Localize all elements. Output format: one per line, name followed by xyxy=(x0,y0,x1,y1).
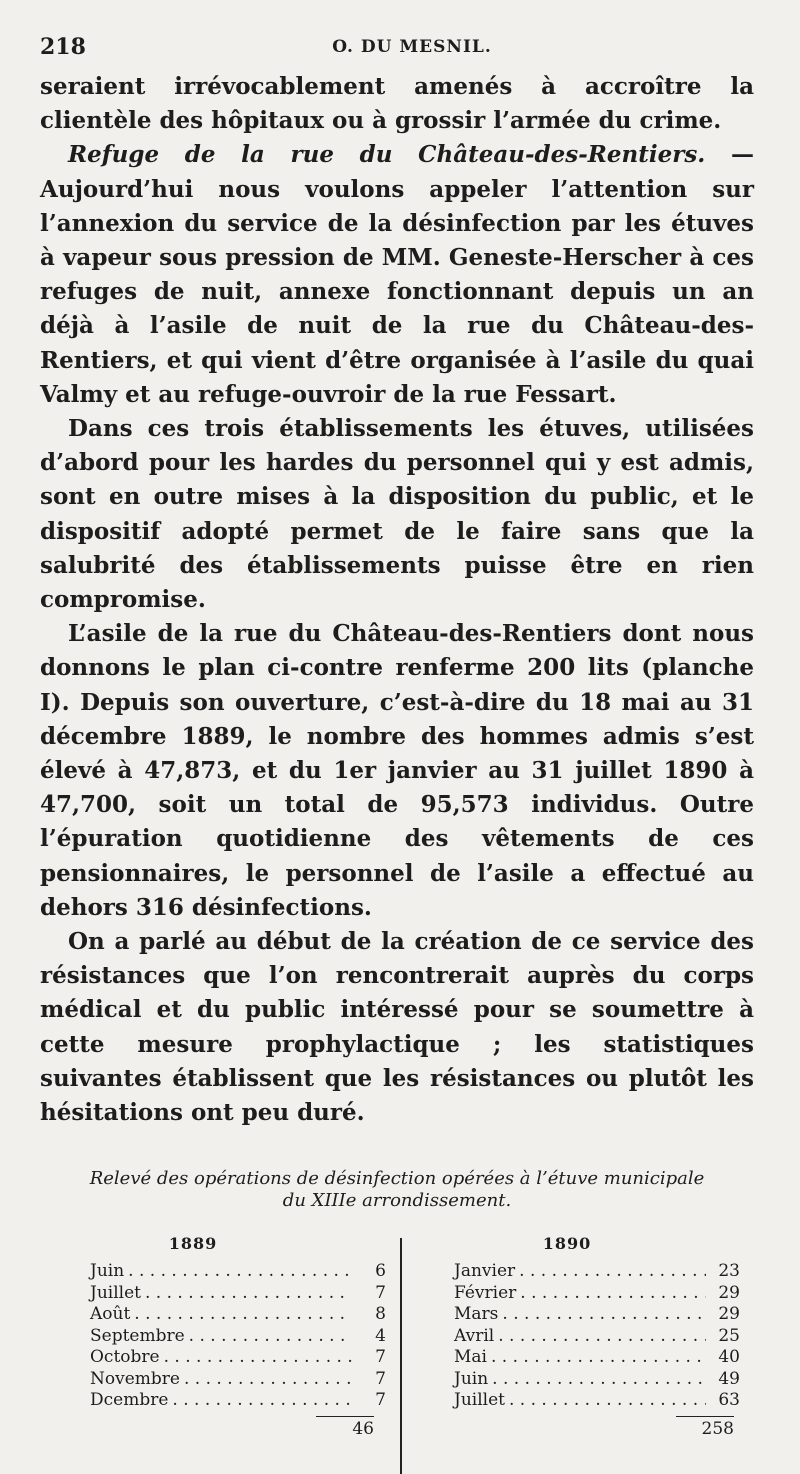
month-label: Juin xyxy=(90,1261,125,1282)
table-row xyxy=(454,1369,740,1391)
month-label: Dcembre xyxy=(90,1390,169,1411)
month-label: Octobre xyxy=(90,1347,160,1368)
leader-dots xyxy=(184,1369,352,1391)
month-label: Mars xyxy=(454,1304,499,1325)
leader-dots xyxy=(145,1283,352,1305)
table-row xyxy=(90,1283,386,1305)
month-label: Février xyxy=(454,1282,517,1303)
total-value: 258 xyxy=(701,1419,734,1440)
leader-dots xyxy=(498,1326,706,1348)
table-row xyxy=(454,1261,740,1283)
table-row xyxy=(454,1283,740,1305)
leader-dots xyxy=(491,1347,706,1369)
table-row xyxy=(90,1304,386,1326)
month-label: Avril xyxy=(454,1325,495,1346)
table-caption-line-2: du XIIIe arrondissement. xyxy=(282,1190,512,1212)
paragraph-1 xyxy=(40,70,754,138)
table-column-1890 xyxy=(454,1234,740,1441)
table-caption xyxy=(40,1168,754,1212)
leader-dots xyxy=(519,1261,706,1283)
page-header xyxy=(40,34,754,64)
month-label: Janvier xyxy=(454,1261,516,1282)
count-value: 49 xyxy=(718,1368,740,1389)
count-value: 7 xyxy=(375,1368,386,1389)
paragraph-5-text: On a parlé au début de la création de ce service des résistances que l’on rencontrerait auprès du corps médical et du public intéressé pour se soumettre à cette mesure prophylactique ; les statistiques suivantes établissent que les résistances ou plutôt les hésitations ont peu duré. xyxy=(40,928,754,1127)
table-row xyxy=(454,1304,740,1326)
paragraph-4 xyxy=(40,617,754,925)
count-value: 29 xyxy=(718,1304,740,1325)
paragraph-3 xyxy=(40,412,754,617)
month-rows xyxy=(90,1261,386,1412)
table-row xyxy=(90,1369,386,1391)
month-label: Mai xyxy=(454,1347,487,1368)
month-rows xyxy=(454,1261,740,1412)
month-label: Août xyxy=(90,1304,131,1325)
count-value: 63 xyxy=(718,1390,740,1411)
paragraph-2 xyxy=(40,138,754,412)
count-value: 4 xyxy=(375,1325,386,1346)
paragraph-2-text: — Aujourd’hui nous voulons appeler l’attention sur l’annexion du service de la désinfection par les étuves à vapeur sous pression de MM. Geneste-Herscher à ces refuges de nuit, annexe fonctionnant depuis un an déjà à l’asile de nuit de la rue du Château-des-Rentiers, et qui vient d’être organisée à l’asile du quai Valmy et au refuge-ouvroir de la rue Fessart. xyxy=(40,141,754,408)
month-label: Novembre xyxy=(90,1368,180,1389)
section-title: Refuge de la rue du Château-des-Rentiers. xyxy=(68,141,706,169)
leader-dots xyxy=(128,1261,352,1283)
table-row xyxy=(90,1347,386,1369)
leader-dots xyxy=(189,1326,352,1348)
running-head: O. DU MESNIL. xyxy=(332,37,492,57)
count-value: 7 xyxy=(375,1390,386,1411)
leader-dots xyxy=(172,1390,352,1412)
year-heading: 1889 xyxy=(168,1234,218,1254)
leader-dots xyxy=(520,1283,706,1305)
month-label: Juillet xyxy=(90,1282,141,1303)
month-label: Juin xyxy=(454,1368,489,1389)
total-value: 46 xyxy=(352,1419,374,1440)
count-value: 7 xyxy=(375,1347,386,1368)
body-text xyxy=(40,70,754,1130)
table-column-1889 xyxy=(90,1234,386,1441)
leader-dots xyxy=(492,1369,706,1391)
leader-dots xyxy=(164,1347,352,1369)
page-number: 218 xyxy=(40,34,86,60)
count-value: 6 xyxy=(375,1261,386,1282)
leader-dots xyxy=(509,1390,706,1412)
count-value: 23 xyxy=(718,1261,740,1282)
table-row xyxy=(454,1347,740,1369)
paragraph-3-text: Dans ces trois établissements les étuves, utilisées d’abord pour les hardes du personnel qui y est admis, sont en outre mises à la disposition du public, et le dispositif adopté permet de le faire sans que la salubrité des établissements puisse être en rien compromise. xyxy=(40,415,754,614)
table-row xyxy=(454,1326,740,1348)
count-value: 29 xyxy=(718,1282,740,1303)
table-row xyxy=(90,1326,386,1348)
paragraph-4-text: L’asile de la rue du Château-des-Rentiers dont nous donnons le plan ci-contre renferme 200 lits (planche I). Depuis son ouverture, c’est-à-dire du 18 mai au 31 décembre 1889, le nombre des hommes admis s’est élevé à 47,873, et du 1er janvier au 31 juillet 1890 à 47,700, soit un total de 95,573 individus. Outre l’épuration quotidienne des vêtements de ces pensionnaires, le personnel de l’asile a effectué au dehors 316 désinfections. xyxy=(40,620,754,921)
count-value: 40 xyxy=(718,1347,740,1368)
table-row xyxy=(454,1390,740,1412)
paragraph-5 xyxy=(40,925,754,1130)
count-value: 25 xyxy=(718,1325,740,1346)
disinfection-table xyxy=(40,1234,754,1474)
table-row xyxy=(90,1261,386,1283)
month-label: Septembre xyxy=(90,1325,185,1346)
paragraph-1-text: seraient irrévocablement amenés à accroître la clientèle des hôpitaux ou à grossir l’armée du crime. xyxy=(40,73,754,135)
table-row xyxy=(90,1390,386,1412)
leader-dots xyxy=(502,1304,706,1326)
table-caption-line-1: Relevé des opérations de désinfection opérées à l’étuve municipale xyxy=(89,1168,705,1190)
column-divider xyxy=(400,1238,402,1474)
count-value: 7 xyxy=(375,1282,386,1303)
year-heading: 1890 xyxy=(542,1234,592,1254)
count-value: 8 xyxy=(375,1304,386,1325)
month-label: Juillet xyxy=(454,1390,505,1411)
leader-dots xyxy=(134,1304,352,1326)
